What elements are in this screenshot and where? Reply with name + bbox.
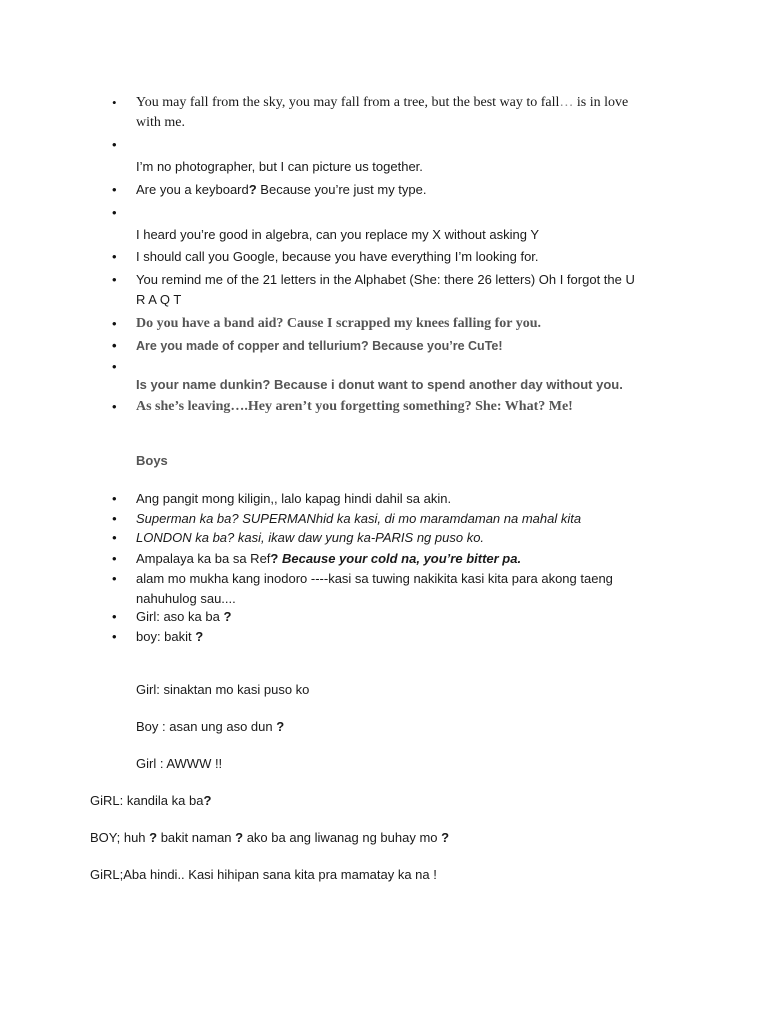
list-item: • boy: bakit ? xyxy=(136,627,716,647)
list-item: • Are you a keyboard? Because you’re just my type. xyxy=(136,180,716,200)
dialog-line: Girl: sinaktan mo kasi puso ko xyxy=(136,682,310,697)
list-item: • Superman ka ba? SUPERMANhid ka kasi, di mo maramdaman na mahal kita xyxy=(136,509,716,529)
list-item: • You remind me of the 21 letters in the Alphabet (She: there 26 letters) Oh I forgot the U R A Q T xyxy=(136,270,716,310)
list-item: • I should call you Google, because you have everything I’m looking for. xyxy=(136,247,716,267)
list-item: • LONDON ka ba? kasi, ikaw daw yung ka-PARIS ng puso ko. xyxy=(136,528,716,548)
list-item: • Do you have a band aid? Cause I scrapped my knees falling for you. xyxy=(136,314,716,334)
section-heading: Boys xyxy=(136,453,168,468)
list-item: • Ang pangit mong kiligin,, lalo kapag hindi dahil sa akin. xyxy=(136,489,716,509)
list-item-continuation: Is your name dunkin? Because i donut want to spend another day without you. xyxy=(136,377,623,392)
dialog-line: BOY; huh ? bakit naman ? ako ba ang liwanag ng buhay mo ? xyxy=(90,830,450,845)
list-item: • As she’s leaving….Hey aren’t you forgetting something? She: What? Me! xyxy=(136,397,716,417)
dialog-line: GiRL;Aba hindi.. Kasi hihipan sana kita pra mamatay ka na ! xyxy=(90,867,437,882)
dialog-line: Girl : AWWW !! xyxy=(136,756,223,771)
list-item: • Ampalaya ka ba sa Ref? Because your cold na, you’re bitter pa. xyxy=(136,549,716,569)
dialog-line: GiRL: kandila ka ba? xyxy=(90,793,212,808)
dialog-line: Boy : asan ung aso dun ? xyxy=(136,719,285,734)
list-item: • You may fall from the sky, you may fall from a tree, but the best way to fall… is in love with me. xyxy=(136,93,716,133)
list-item: • alam mo mukha kang inodoro ----kasi sa tuwing nakikita kasi kita para akong taeng nahuhulog sau.... xyxy=(136,569,716,609)
list-item-continuation: I’m no photographer, but I can picture us together. xyxy=(136,159,423,174)
list-item: • Are you made of copper and tellurium? Because you’re CuTe! xyxy=(136,336,716,356)
list-item: • Girl: aso ka ba ? xyxy=(136,607,716,627)
list-item-continuation: I heard you’re good in algebra, can you replace my X without asking Y xyxy=(136,227,539,242)
